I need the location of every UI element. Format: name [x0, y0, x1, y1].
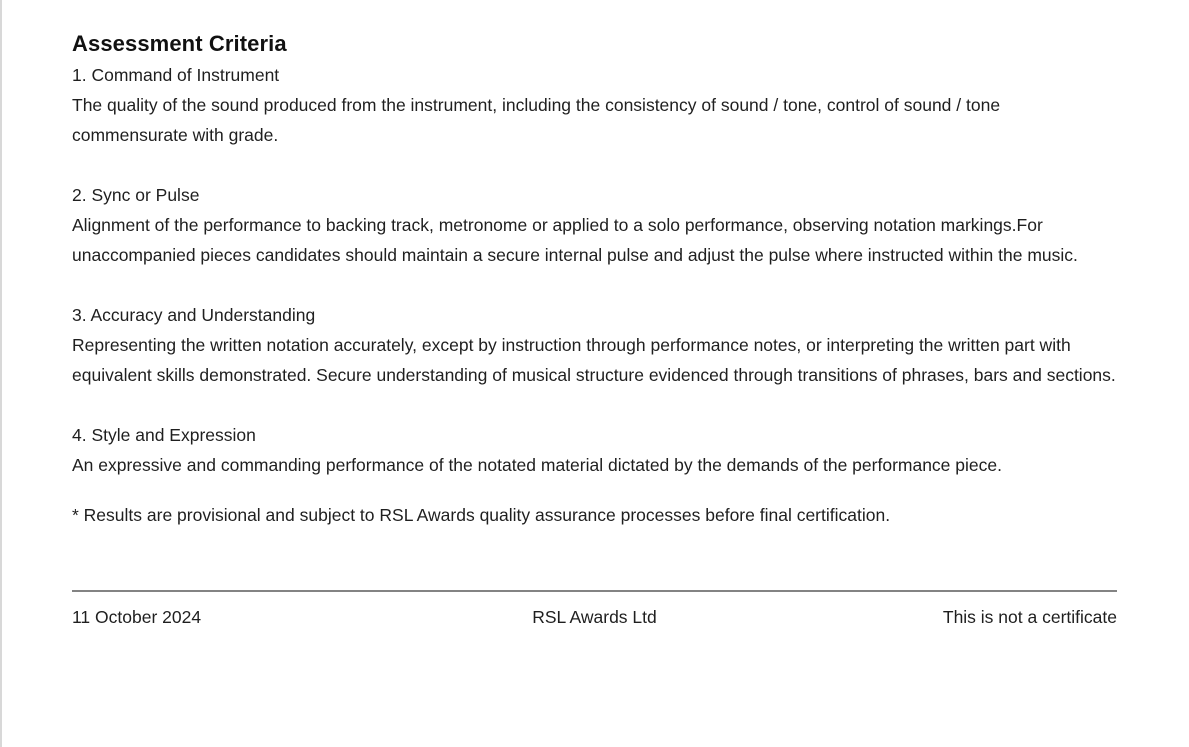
page-title: Assessment Criteria [72, 31, 287, 56]
page-footer [72, 602, 1117, 632]
criterion-heading: 3. Accuracy and Understanding [72, 305, 316, 325]
criterion-section-3 [72, 300, 1117, 390]
criterion-body: Representing the written notation accurately, except by instruction through performance notes, or interpreting the written part with equivalent skills demonstrated. Secure understanding of musical structure evidenced through transitions of phrases, bars and sections. [72, 335, 1116, 385]
provisional-results-footnote: * Results are provisional and subject to RSL Awards quality assurance processes before final certification. [72, 505, 891, 525]
footer-divider [72, 590, 1117, 592]
footer-date: 11 October 2024 [72, 607, 202, 627]
criterion-section-4 [72, 420, 1117, 480]
criterion-body: The quality of the sound produced from the instrument, including the consistency of sound / tone, control of sound / tone commensurate with grade. [72, 95, 1001, 145]
criterion-heading: 4. Style and Expression [72, 425, 256, 445]
criterion-section-2 [72, 180, 1117, 270]
footer-organization: RSL Awards Ltd [532, 607, 657, 627]
page-left-edge-line [0, 0, 2, 747]
criterion-heading: 1. Command of Instrument [72, 65, 280, 85]
footer-disclaimer: This is not a certificate [942, 607, 1117, 627]
criterion-heading: 2. Sync or Pulse [72, 185, 200, 205]
criterion-section-1 [72, 60, 1117, 150]
criterion-body: Alignment of the performance to backing track, metronome or applied to a solo performance, observing notation markings.For unaccompanied pieces candidates should maintain a secure internal pulse and adjust the pulse where instructed within the music. [72, 215, 1078, 265]
criterion-body: An expressive and commanding performance of the notated material dictated by the demands of the performance piece. [72, 455, 1002, 475]
